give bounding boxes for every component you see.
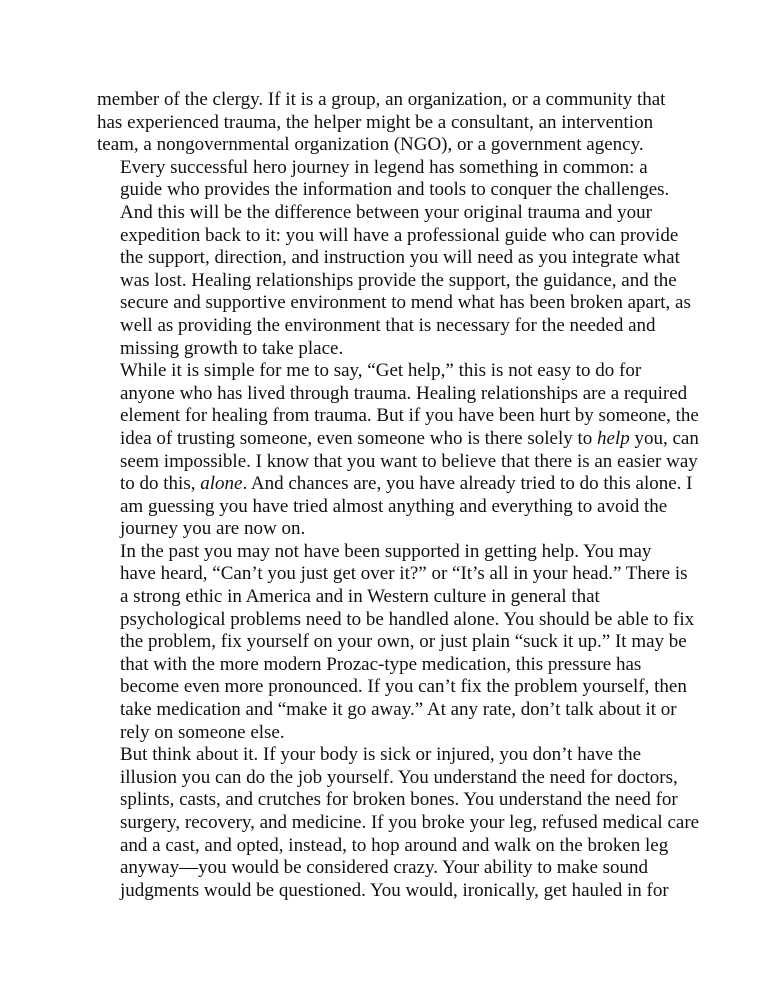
text-line: take medication and “make it go away.” At any rate, don’t talk about it or bbox=[120, 699, 677, 721]
body-paragraph bbox=[97, 540, 695, 744]
text-line: idea of trusting someone, even someone who is there solely to help you, can bbox=[120, 427, 699, 449]
text-line: surgery, recovery, and medicine. If you broke your leg, refused medical care bbox=[120, 812, 700, 833]
text-line: anyone who has lived through trauma. Healing relationships are a required bbox=[120, 382, 688, 404]
text-line: missing growth to take place. bbox=[120, 337, 344, 359]
text-line: illusion you can do the job yourself. You understand the need for doctors, bbox=[120, 766, 678, 788]
text-line: have heard, “Can’t you just get over it?” or “It’s all in your head.” There is bbox=[120, 563, 688, 585]
text-line: rely on someone else. bbox=[120, 721, 285, 743]
text-line: and a cast, and opted, instead, to hop around and walk on the broken leg bbox=[120, 834, 669, 856]
body-paragraph bbox=[97, 156, 691, 360]
text-line: the problem, fix yourself on your own, or just plain “suck it up.” It may be bbox=[120, 631, 687, 653]
text-line: And this will be the difference between your original trauma and your bbox=[120, 201, 653, 223]
text-line: a strong ethic in America and in Western culture in general that bbox=[120, 586, 600, 608]
text-line: has experienced trauma, the helper might be a consultant, an intervention bbox=[97, 111, 654, 133]
body-paragraph bbox=[97, 360, 699, 541]
text-line: anyway—you would be considered crazy. Your ability to make sound bbox=[120, 857, 649, 879]
text-line: become even more pronounced. If you can’t fix the problem yourself, then bbox=[120, 676, 687, 698]
body-paragraph bbox=[97, 89, 671, 157]
text-line: In the past you may not have been supported in getting help. You may bbox=[120, 540, 652, 562]
text-line: to do this, alone. And chances are, you have already tried to do this alone. I bbox=[120, 473, 693, 495]
text-line: judgments would be questioned. You would, ironically, get hauled in for bbox=[120, 879, 669, 901]
text-line: While it is simple for me to say, “Get help,” this is not easy to do for bbox=[120, 360, 642, 382]
text-line: was lost. Healing relationships provide the support, the guidance, and the bbox=[120, 269, 677, 291]
text-line: member of the clergy. If it is a group, an organization, or a community that bbox=[97, 89, 666, 110]
text-line: But think about it. If your body is sick or injured, you don’t have the bbox=[120, 744, 642, 766]
text-line: expedition back to it: you will have a professional guide who can provide bbox=[120, 224, 679, 246]
emphasis-text: help bbox=[597, 427, 630, 449]
text-line: secure and supportive environment to mend what has been broken apart, as bbox=[120, 292, 691, 314]
text-line: psychological problems need to be handled alone. You should be able to fix bbox=[120, 608, 695, 630]
emphasis-text: alone bbox=[200, 473, 243, 495]
text-line: splints, casts, and crutches for broken bones. You understand the need for bbox=[120, 789, 678, 811]
text-line: journey you are now on. bbox=[120, 518, 306, 540]
text-line: team, a nongovernmental organization (NGO), or a government agency. bbox=[97, 134, 644, 156]
text-line: the support, direction, and instruction you will need as you integrate what bbox=[120, 247, 680, 269]
text-line: am guessing you have tried almost anything and everything to avoid the bbox=[120, 495, 668, 517]
document-page bbox=[97, 89, 700, 902]
text-line: Every successful hero journey in legend has something in common: a bbox=[120, 156, 648, 178]
body-paragraph bbox=[97, 744, 700, 902]
text-line: seem impossible. I know that you want to believe that there is an easier way bbox=[120, 450, 698, 472]
text-line: that with the more modern Prozac-type medication, this pressure has bbox=[120, 653, 642, 675]
text-line: element for healing from trauma. But if you have been hurt by someone, the bbox=[120, 405, 699, 427]
text-line: well as providing the environment that is necessary for the needed and bbox=[120, 314, 656, 336]
text-line: guide who provides the information and tools to conquer the challenges. bbox=[120, 179, 670, 201]
